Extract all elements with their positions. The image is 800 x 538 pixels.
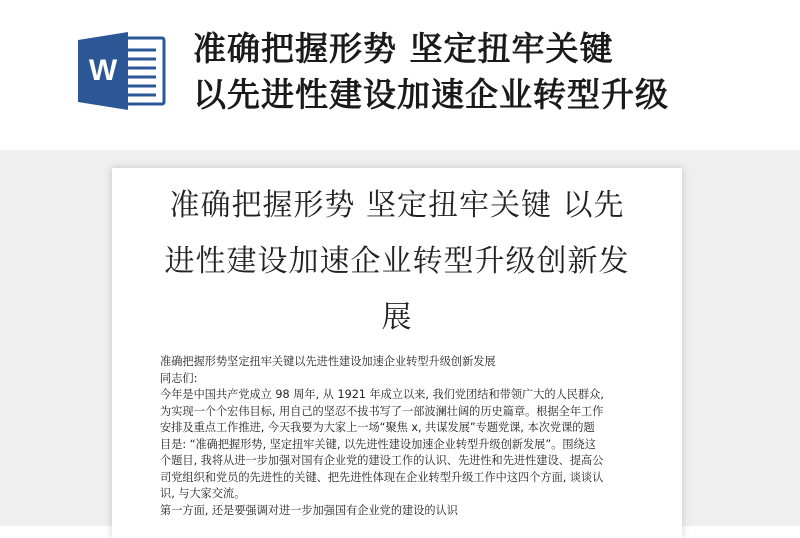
paragraph-line: 今年是中国共产党成立 98 周年, 从 1921 年成立以来, 我们党团结和带领广大的人民群众, xyxy=(160,388,604,401)
document-title xyxy=(112,178,682,346)
section-line: 第一方面, 还是要强调对进一步加强国有企业党的建设的认识 xyxy=(160,503,458,517)
document-title-line: 展 xyxy=(381,300,413,335)
document-page xyxy=(112,168,682,538)
paragraph-line: 为实现一个个宏伟目标, 用自己的坚忍不拔书写了一部波澜壮阔的历史篇章。根据全年工作 xyxy=(160,404,604,418)
word-icon xyxy=(76,30,168,112)
header-title-line: 以先进性建设加速企业转型升级 xyxy=(193,75,669,114)
document-body xyxy=(160,354,654,519)
document-title-line: 进性建设加速企业转型升级创新发 xyxy=(164,244,630,279)
paragraph-line: 目是: “准确把握形势, 坚定扭牢关键, 以先进性建设加速企业转型升级创新发展”。围绕这 xyxy=(160,437,596,451)
header-title xyxy=(193,26,793,118)
body-heading: 准确把握形势坚定扭牢关键以先进性建设加速企业转型升级创新发展 xyxy=(160,355,496,368)
logo-letter: W xyxy=(88,54,118,87)
paragraph-line: 司党组织和党员的先进性的关键、把先进性体现在企业转型升级工作中这四个方面, 谈谈认 xyxy=(160,470,604,484)
paragraph-line: 个题目, 我将从进一步加强对国有企业党的建设工作的认识、先进性和先进性建设、提高公 xyxy=(160,454,604,467)
greeting: 同志们: xyxy=(160,371,198,385)
paragraph-line: 识, 与大家交流。 xyxy=(160,487,246,500)
document-title-line: 准确把握形势 坚定扭牢关键 以先 xyxy=(169,188,625,223)
header-title-line: 准确把握形势 坚定扭牢关键 xyxy=(193,29,614,68)
paragraph-line: 安排及重点工作推进, 今天我要为大家上一场“聚焦 x, 共谋发展”专题党课, 本次党课的题 xyxy=(160,421,595,434)
header-banner xyxy=(0,0,800,150)
